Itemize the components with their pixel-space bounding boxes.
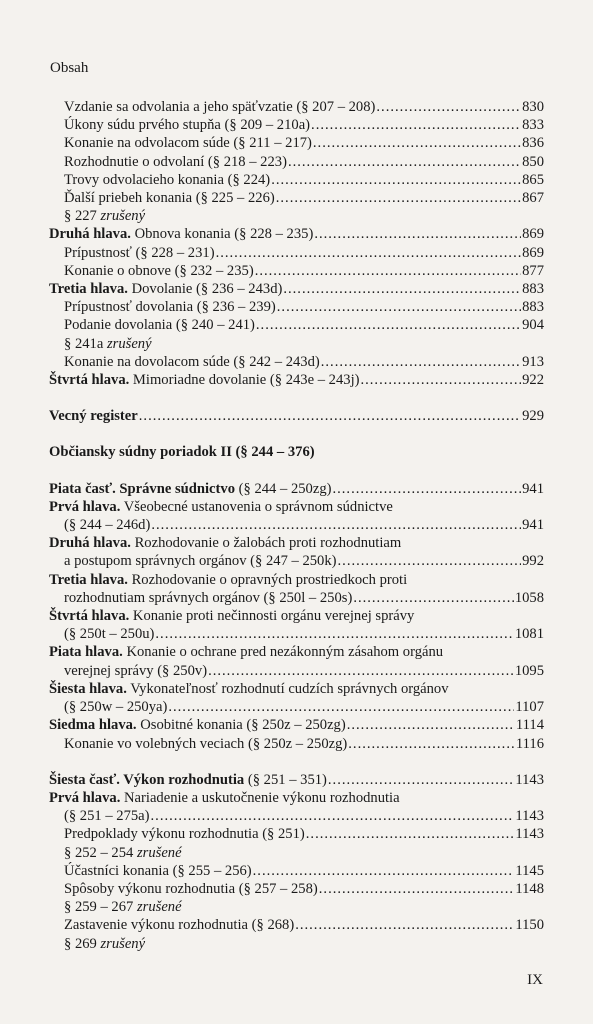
entry-text: § 259 – 267: [64, 899, 134, 916]
entry-page: 1116: [515, 735, 544, 752]
entry-text: Konanie na odvolacom súde (§ 211 – 217): [64, 135, 312, 152]
toc-entry: [49, 716, 544, 734]
entry-text: Predpoklady výkonu rozhodnutia (§ 251): [64, 826, 305, 843]
entry-text: Prípustnosť dovolania (§ 236 – 239): [64, 299, 276, 316]
entry-heading: Prvá hlava.: [49, 498, 121, 515]
toc-entry: [49, 371, 544, 389]
entry-page: 883: [522, 281, 544, 298]
toc-entry: [49, 262, 544, 280]
entry-text: § 227: [64, 208, 97, 225]
toc-entry-continuation: [49, 516, 544, 534]
toc-entry-continuation: [49, 589, 544, 607]
entry-label: [64, 898, 182, 916]
page-number: IX: [527, 972, 543, 988]
entry-text: Spôsoby výkonu rozhodnutia (§ 257 – 258): [64, 880, 318, 897]
entry-label: [49, 716, 346, 734]
dot-leader: [139, 407, 521, 425]
entry-label: [49, 680, 449, 698]
entry-label: [64, 262, 254, 280]
toc-entry: [49, 735, 544, 753]
entry-status: zrušené: [136, 899, 182, 916]
entry-text: § 269: [64, 935, 97, 952]
dot-leader: [328, 771, 514, 789]
dot-leader: [283, 280, 521, 298]
entry-label: [49, 789, 400, 807]
dot-leader: [353, 589, 514, 607]
entry-text: Obnova konania (§ 228 – 235): [134, 226, 314, 243]
toc-entry: [49, 407, 544, 425]
entry-page: 867: [522, 190, 544, 207]
dot-leader: [314, 225, 521, 243]
dot-leader: [311, 116, 521, 134]
entry-label: [49, 407, 138, 425]
entry-page: 1081: [514, 626, 544, 643]
entry-label: [64, 844, 182, 862]
toc-entry-continuation: [49, 662, 544, 680]
entry-text: § 252 – 254: [64, 844, 134, 861]
entry-page: 904: [522, 317, 544, 334]
entry-heading: Občiansky súdny poriadok II (§ 244 – 376): [49, 444, 315, 461]
entry-text: Ďalší priebeh konania (§ 225 – 226): [64, 190, 275, 207]
toc-entry: [49, 280, 544, 298]
toc-entry: [49, 862, 544, 880]
entry-label: [64, 98, 375, 116]
entry-label: [64, 207, 145, 225]
toc-entry: [49, 153, 544, 171]
entry-heading: Piata hlava.: [49, 644, 123, 661]
entry-status: zrušený: [100, 935, 146, 952]
dot-leader: [319, 880, 515, 898]
entry-label: [64, 880, 318, 898]
dot-leader: [295, 916, 514, 934]
dot-leader: [216, 244, 522, 262]
toc-entry: [49, 607, 544, 625]
entry-label: [49, 534, 401, 552]
entry-text: Účastníci konania (§ 255 – 256): [64, 862, 252, 879]
entry-text: Konanie o obnove (§ 232 – 235): [64, 262, 254, 279]
entry-heading: Druhá hlava.: [49, 226, 131, 243]
entry-page: 1143: [515, 826, 544, 843]
dot-leader: [271, 171, 521, 189]
toc-entry: [49, 134, 544, 152]
toc-entry: [49, 880, 544, 898]
entry-text: Úkony súdu prvého stupňa (§ 209 – 210a): [64, 117, 311, 134]
entry-label: [49, 371, 359, 389]
entry-page: 865: [522, 171, 544, 188]
entry-heading: Tretia hlava.: [49, 571, 128, 588]
entry-text: Konanie vo volebných veciach (§ 250z – 250zg): [64, 735, 348, 752]
toc-entry: [49, 353, 544, 371]
toc-entry: [49, 680, 544, 698]
dot-leader: [168, 698, 514, 716]
entry-heading: Piata časť. Správne súdnictvo: [49, 480, 235, 497]
entry-text: verejnej správy (§ 250v): [64, 662, 208, 679]
entry-text: Zastavenie výkonu rozhodnutia (§ 268): [64, 917, 295, 934]
entry-label: [64, 116, 310, 134]
toc-entry-continuation: [49, 807, 544, 825]
entry-page: 877: [522, 262, 544, 279]
entry-label: [49, 498, 393, 516]
entry-label: [49, 225, 313, 243]
entry-page: 929: [522, 408, 544, 425]
entry-text: Vzdanie sa odvolania a jeho späťvzatie (§ 207 – 208): [64, 99, 376, 115]
entry-label: [64, 862, 252, 880]
entry-heading: Prvá hlava.: [49, 789, 121, 806]
entry-page: 836: [522, 135, 544, 152]
dot-leader: [288, 153, 521, 171]
entry-label: [64, 134, 312, 152]
entry-page: 830: [522, 99, 544, 115]
entry-heading: Tretia hlava.: [49, 281, 128, 298]
entry-heading: Štvrtá hlava.: [49, 608, 130, 625]
entry-label: [49, 443, 315, 461]
entry-heading: Štvrtá hlava.: [49, 372, 130, 389]
toc-entry: [49, 916, 544, 934]
entry-label: [64, 316, 255, 334]
entry-label: [49, 771, 327, 789]
entry-page: 869: [522, 226, 544, 243]
entry-text: a postupom správnych orgánov (§ 247 – 250k): [64, 553, 337, 570]
dot-leader: [255, 262, 521, 280]
entry-heading: Šiesta časť. Výkon rozhodnutia: [49, 771, 245, 788]
toc-entry: [49, 844, 544, 862]
entry-label: [49, 643, 443, 661]
dot-leader: [208, 662, 514, 680]
toc-entry: [49, 298, 544, 316]
toc-entry: [49, 771, 544, 789]
entry-label: [64, 353, 320, 371]
entry-page: 1148: [515, 880, 544, 897]
entry-text: Všeobecné ustanovenia o správnom súdnictve: [123, 498, 393, 515]
toc-entry-continuation: [49, 552, 544, 570]
entry-status: zrušené: [136, 844, 182, 861]
running-head: Obsah: [50, 60, 89, 76]
toc-entry: [49, 443, 544, 461]
entry-text: Dovolanie (§ 236 – 243d): [131, 281, 283, 298]
entry-heading: Druhá hlava.: [49, 535, 131, 552]
entry-page: 883: [522, 299, 544, 316]
toc-entry: [49, 244, 544, 262]
entry-text: Rozhodovanie o žalobách proti rozhodnutiam: [134, 535, 402, 552]
entry-page: 850: [522, 153, 544, 170]
dot-leader: [277, 298, 521, 316]
toc-entry: [49, 480, 544, 498]
entry-text: rozhodnutiam správnych orgánov (§ 250l – 250s): [64, 589, 353, 606]
entry-page: 941: [522, 480, 544, 497]
entry-page: 1107: [515, 699, 544, 716]
entry-page: 1095: [514, 662, 544, 679]
entry-text: (§ 244 – 250zg): [238, 480, 332, 497]
toc-entry: [49, 898, 544, 916]
entry-page: 941: [522, 517, 544, 534]
entry-label: [64, 735, 347, 753]
entry-status: zrušený: [106, 335, 152, 352]
entry-label: [64, 189, 275, 207]
entry-text: Konanie na dovolacom súde (§ 242 – 243d): [64, 353, 320, 370]
entry-page: 1058: [514, 589, 544, 606]
entry-text: Trovy odvolacieho konania (§ 224): [64, 171, 271, 188]
toc-entry: [49, 571, 544, 589]
entry-heading: Siedma hlava.: [49, 717, 137, 734]
entry-label: [64, 335, 152, 353]
dot-leader: [376, 98, 521, 116]
entry-text: (§ 251 – 351): [247, 771, 327, 788]
entry-label: [64, 171, 270, 189]
entry-label: [64, 935, 145, 953]
entry-text: (§ 251 – 275a): [64, 808, 150, 825]
toc-entry: [49, 316, 544, 334]
toc-entry: [49, 207, 544, 225]
toc-entry: [49, 643, 544, 661]
dot-leader: [276, 189, 521, 207]
entry-page: 1114: [515, 717, 544, 734]
entry-label: [64, 916, 294, 934]
entry-heading: Šiesta hlava.: [49, 680, 127, 697]
entry-status: zrušený: [100, 208, 146, 225]
toc-entry: [49, 498, 544, 516]
toc-entry: [49, 825, 544, 843]
dot-leader: [155, 625, 513, 643]
entry-label: [64, 153, 287, 171]
entry-text: Rozhodnutie o odvolaní (§ 218 – 223): [64, 153, 287, 170]
entry-text: Mimoriadne dovolanie (§ 243e – 243j): [132, 372, 360, 389]
entry-page: 1145: [515, 862, 544, 879]
dot-leader: [306, 825, 515, 843]
dot-leader: [348, 735, 515, 753]
toc-entry-continuation: [49, 698, 544, 716]
entry-text: (§ 250t – 250u): [64, 626, 155, 643]
entry-text: Rozhodovanie o opravných prostriedkoch proti: [131, 571, 408, 588]
entry-text: Nariadenie a uskutočnenie výkonu rozhodnutia: [124, 789, 400, 806]
entry-label: [64, 244, 215, 262]
entry-page: 922: [522, 372, 544, 389]
dot-leader: [347, 716, 515, 734]
entry-label: [49, 571, 407, 589]
toc-entry: [49, 534, 544, 552]
toc-entry: [49, 335, 544, 353]
entry-text: (§ 250w – 250ya): [64, 699, 168, 716]
entry-label: [49, 480, 331, 498]
dot-leader: [151, 807, 515, 825]
toc-entry: [49, 789, 544, 807]
dot-leader: [360, 371, 521, 389]
dot-leader: [151, 516, 521, 534]
dot-leader: [332, 480, 521, 498]
entry-text: § 241a: [64, 335, 104, 352]
dot-leader: [256, 316, 521, 334]
toc-entry: [49, 935, 544, 953]
entry-page: 1150: [515, 917, 544, 934]
dot-leader: [321, 353, 521, 371]
entry-text: Vykonateľnosť rozhodnutí cudzích správnych orgánov: [130, 680, 449, 697]
dot-leader: [253, 862, 515, 880]
entry-page: 992: [522, 553, 544, 570]
toc-entry: [49, 225, 544, 243]
entry-label: [64, 825, 305, 843]
toc-entry: [49, 98, 544, 116]
entry-label: [49, 280, 282, 298]
toc-entry: [49, 189, 544, 207]
toc-entry-continuation: [49, 625, 544, 643]
entry-page: 869: [522, 244, 544, 261]
entry-text: Konanie o ochrane pred nezákonným zásahom orgánu: [126, 644, 444, 661]
dot-leader: [338, 552, 522, 570]
entry-page: 833: [522, 117, 544, 134]
entry-heading: Vecný register: [49, 408, 138, 425]
entry-text: Podanie dovolania (§ 240 – 241): [64, 317, 255, 334]
toc-entry: [49, 171, 544, 189]
table-of-contents: [49, 98, 544, 953]
entry-text: Konanie proti nečinnosti orgánu verejnej správy: [132, 608, 415, 625]
dot-leader: [313, 134, 521, 152]
entry-label: [49, 607, 414, 625]
entry-label: [64, 298, 276, 316]
entry-page: 913: [522, 353, 544, 370]
entry-text: Prípustnosť (§ 228 – 231): [64, 244, 215, 261]
entry-page: 1143: [515, 771, 544, 788]
entry-page: 1143: [515, 808, 544, 825]
entry-text: Osobitné konania (§ 250z – 250zg): [140, 717, 346, 734]
entry-text: (§ 244 – 246d): [64, 517, 151, 534]
toc-entry: [49, 116, 544, 134]
